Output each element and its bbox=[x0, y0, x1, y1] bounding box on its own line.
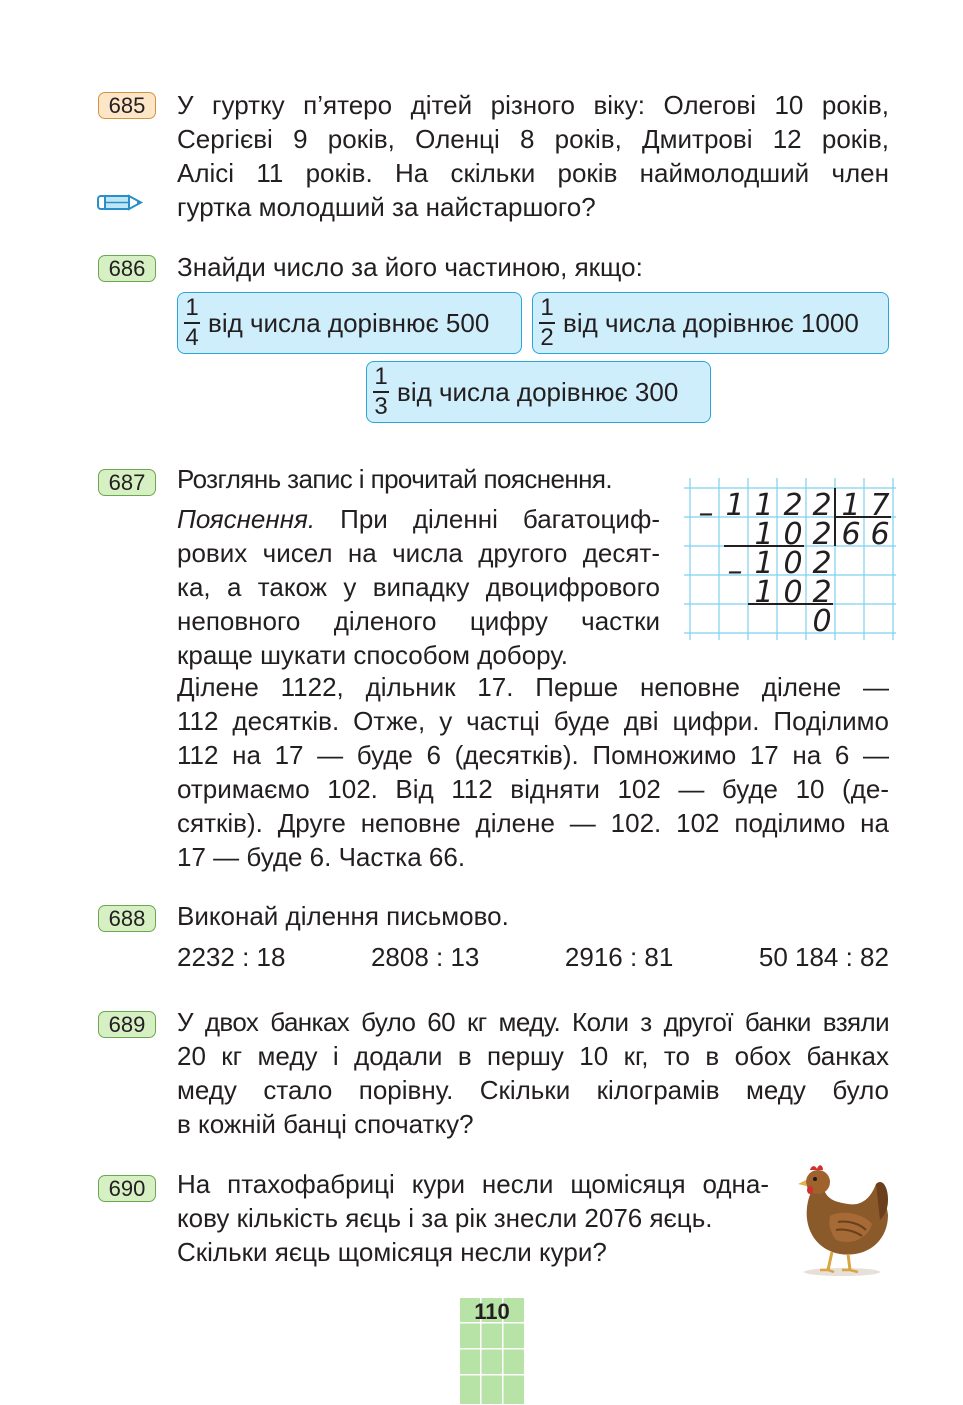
text-line: Скільки яєць щомісяця несли кури? bbox=[177, 1237, 607, 1267]
text-line: кову кількість яєць і за рік знесли 2076 яєць. bbox=[177, 1203, 713, 1233]
minus-sign: – bbox=[727, 554, 743, 589]
partial-dividend-digit: 2 bbox=[812, 546, 832, 581]
divisor-digit: 7 bbox=[870, 488, 890, 523]
fraction-box-text: від числа дорівнює 500 bbox=[208, 307, 490, 338]
text-line: ка, а також у випадку двоцифрового bbox=[177, 572, 660, 602]
subtrahend-digit: 2 bbox=[812, 517, 832, 552]
dividend-digit: 1 bbox=[754, 488, 774, 523]
subtrahend-digit: 2 bbox=[812, 575, 832, 610]
subtrahend-digit: 1 bbox=[754, 575, 774, 610]
division-example: 50 184 : 82 bbox=[758, 942, 889, 972]
fraction: $\frac{1}{4}$ bbox=[185, 294, 199, 351]
text-line: Пояснення. При діленні багатоциф- bbox=[177, 504, 660, 534]
fraction-box-text: від числа дорівнює 300 bbox=[397, 376, 679, 407]
division-example: 2808 : 13 bbox=[370, 942, 480, 972]
division-example: 2916 : 81 bbox=[564, 942, 674, 972]
task-687-text bbox=[177, 670, 889, 874]
task-number-685: 685 bbox=[98, 92, 156, 119]
partial-dividend-digit: 1 bbox=[754, 546, 774, 581]
quotient-digit: 6 bbox=[870, 517, 890, 552]
page-number: 110 bbox=[474, 1299, 510, 1324]
text-line: Ділене 1122, дільник 17. Перше неповне ділене — bbox=[177, 672, 889, 702]
task-687-explanation bbox=[177, 502, 660, 672]
task-689-text bbox=[177, 1005, 889, 1141]
partial-dividend-digit: 0 bbox=[783, 546, 803, 581]
text-line: в кожній банці спочатку? bbox=[177, 1109, 474, 1139]
subtrahend-digit: 0 bbox=[783, 517, 803, 552]
task-number-686: 686 bbox=[98, 255, 156, 282]
text-line: неповного діленого цифру частки bbox=[177, 606, 660, 636]
long-division-grid bbox=[684, 478, 896, 640]
subtrahend-digit: 0 bbox=[783, 575, 803, 610]
text-line: Виконай ділення письмово. bbox=[177, 901, 509, 931]
dividend-digit: 1 bbox=[725, 488, 745, 523]
page-number-block bbox=[460, 1298, 524, 1404]
text-line: сятків). Друге неповне ділене — 102. 102 поділимо на bbox=[177, 808, 889, 838]
text-line: На птахофабриці кури несли щомісяця одна- bbox=[177, 1169, 769, 1199]
task-685-text bbox=[177, 88, 889, 224]
text-line: Знайди число за його частиною, якщо: bbox=[177, 252, 643, 282]
hen-illustration bbox=[790, 1160, 894, 1278]
text-line: меду стало порівну. Скільки кілограмів меду було bbox=[177, 1075, 889, 1105]
fraction-box bbox=[177, 292, 522, 354]
text-line: отримаємо 102. Від 112 відняти 102 — буде 10 (де- bbox=[177, 774, 889, 804]
task-687-title bbox=[177, 462, 657, 496]
fraction-box bbox=[366, 361, 711, 423]
text-line: Сергієві 9 років, Оленці 8 років, Дмитрові 12 років, bbox=[177, 124, 889, 154]
fraction-box bbox=[532, 292, 889, 354]
dividend-digit: 2 bbox=[812, 488, 832, 523]
text-line: У гуртку п’ятеро дітей різного віку: Олегові 10 років, bbox=[177, 90, 889, 120]
task-686-text bbox=[177, 250, 889, 284]
subtrahend-digit: 1 bbox=[754, 517, 774, 552]
division-example: 2232 : 18 bbox=[177, 942, 286, 972]
explanation-label: Пояснення. bbox=[177, 504, 316, 534]
fraction: $\frac{1}{3}$ bbox=[374, 363, 388, 420]
text-line: У двох банках було 60 кг меду. Коли з другої банки взяли bbox=[177, 1007, 889, 1037]
task-number-689: 689 bbox=[98, 1011, 156, 1038]
task-number-687: 687 bbox=[98, 469, 156, 496]
remainder-digit: 0 bbox=[812, 604, 832, 639]
text-line: 17 — буде 6. Частка 66. bbox=[177, 842, 466, 872]
text-line: Розглянь запис і прочитай пояснення. bbox=[177, 464, 612, 494]
text-line: краще шукати способом добору. bbox=[177, 640, 568, 670]
minus-sign: – bbox=[698, 496, 714, 531]
quotient-digit: 6 bbox=[841, 517, 861, 552]
fraction: $\frac{1}{2}$ bbox=[540, 294, 554, 351]
text-line: 20 кг меду і додали в першу 10 кг, то в обох банках bbox=[177, 1041, 889, 1071]
text-line: рових чисел на числа другого десят- bbox=[177, 538, 660, 568]
pencil-icon bbox=[97, 193, 145, 213]
task-688-text bbox=[177, 899, 889, 933]
text-line: 112 на 17 — буде 6 (десятків). Помножимо 17 на 6 — bbox=[177, 740, 889, 770]
text-line: гуртка молодший за найстаршого? bbox=[177, 192, 596, 222]
text-line: Алісі 11 років. На скільки років наймолодший член bbox=[177, 158, 889, 188]
task-number-690: 690 bbox=[98, 1175, 156, 1202]
dividend-digit: 2 bbox=[783, 488, 803, 523]
text-line: 112 десятків. Отже, у частці буде дві цифри. Поділимо bbox=[177, 706, 889, 736]
divisor-digit: 1 bbox=[841, 488, 861, 523]
fraction-box-text: від числа дорівнює 1000 bbox=[563, 307, 859, 338]
division-examples bbox=[177, 940, 889, 974]
task-number-688: 688 bbox=[98, 905, 156, 932]
task-690-text bbox=[177, 1167, 769, 1269]
